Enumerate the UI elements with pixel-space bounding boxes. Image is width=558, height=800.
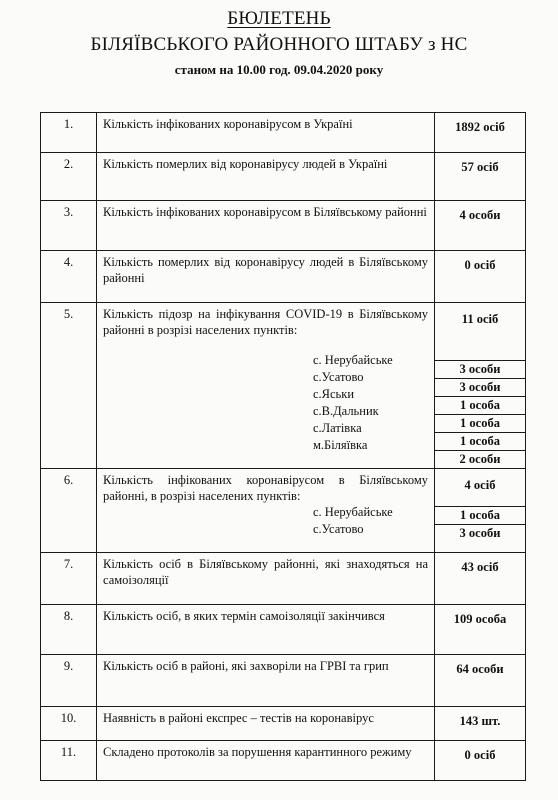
row-number: 9. (41, 655, 97, 707)
table-row (41, 153, 526, 201)
settlement-value: 1 особа (435, 432, 525, 450)
settlement-name: с. Нерубайське (313, 353, 393, 367)
bulletin-header (0, 6, 558, 78)
row-value: 11 осіб (461, 312, 499, 326)
table-row (41, 605, 526, 655)
bulletin-date: станом на 10.00 год. 09.04.2020 року (174, 62, 384, 77)
row-value: 43 осіб (435, 553, 526, 605)
row-description-text: Кількість інфікованих коронавірусом в Біляївському районні, в розрізі населених пунктів: (103, 473, 428, 503)
row-number: 7. (41, 553, 97, 605)
row-value: 109 особа (435, 605, 526, 655)
row-number: 4. (41, 251, 97, 303)
table-row (41, 553, 526, 605)
row-value: 0 осіб (435, 741, 526, 781)
row-description-text: Кількість осіб, в яких термін самоізоляції закінчився (103, 609, 385, 623)
row-description-text: Кількість осіб в Біляївському районні, які знаходяться на самоізоляції (103, 557, 428, 587)
value-spacer (435, 495, 525, 506)
row-description-text: Кількість померлих від коронавірусу людей в Україні (103, 157, 388, 171)
settlement-name: м.Біляївка (313, 438, 368, 452)
row-description-text: Кількість осіб в районі, які захворіли на ГРВІ та грип (103, 659, 389, 673)
table-row (41, 707, 526, 741)
bulletin-table (40, 112, 526, 781)
table-row (41, 201, 526, 251)
row-description-text: Кількість підозр на інфікування COVID-19 в Біляївському районні в розрізі населених пунктів: (103, 307, 428, 337)
row-number: 11. (41, 741, 97, 781)
table-row (41, 251, 526, 303)
row-value: 64 особи (435, 655, 526, 707)
row-number: 1. (41, 113, 97, 153)
row-description-text: Наявність в районі експрес – тестів на коронавірус (103, 711, 374, 725)
table-row (41, 469, 526, 553)
bulletin-title-line2: БІЛЯЇВСЬКОГО РАЙОННОГО ШТАБУ з НС (90, 34, 468, 55)
row-description (97, 113, 435, 153)
settlement-list (103, 352, 428, 454)
row-description-text: Кількість інфікованих коронавірусом в Біляївському районні (103, 205, 427, 219)
row-value-group (435, 469, 526, 553)
settlement-value: 2 особи (435, 450, 525, 468)
bulletin-title-line1: БЮЛЕТЕНЬ (227, 8, 331, 29)
settlement-name: с.В.Дальник (313, 404, 379, 418)
settlement-value: 3 особи (435, 378, 525, 396)
row-description (97, 201, 435, 251)
row-number: 8. (41, 605, 97, 655)
table-row (41, 303, 526, 469)
settlement-value: 1 особа (435, 414, 525, 432)
row-description (97, 303, 435, 469)
settlement-value: 1 особа (435, 396, 525, 414)
table-row (41, 741, 526, 781)
table-row (41, 655, 526, 707)
row-description (97, 707, 435, 741)
row-value: 1892 осіб (435, 113, 526, 153)
settlement-list (103, 504, 428, 538)
row-number: 3. (41, 201, 97, 251)
row-description (97, 741, 435, 781)
row-description (97, 655, 435, 707)
value-spacer (435, 329, 525, 360)
settlement-name: с.Яськи (313, 387, 355, 401)
row-description (97, 153, 435, 201)
row-description-text: Складено протоколів за порушення карантинного режиму (103, 745, 412, 759)
row-value: 4 особи (435, 201, 526, 251)
settlement-value: 3 особи (435, 524, 525, 542)
settlement-name: с.Усатово (313, 522, 364, 536)
row-number: 5. (41, 303, 97, 469)
row-number: 10. (41, 707, 97, 741)
row-value: 143 шт. (435, 707, 526, 741)
row-value: 57 осіб (435, 153, 526, 201)
settlement-name: с. Нерубайське (313, 505, 393, 519)
settlement-name: с.Латівка (313, 421, 362, 435)
row-description (97, 553, 435, 605)
settlement-value: 3 особи (435, 360, 525, 378)
row-description (97, 469, 435, 553)
row-number: 2. (41, 153, 97, 201)
row-description-text: Кількість померлих від коронавірусу людей в Біляївському районні (103, 255, 428, 285)
settlement-name: с.Усатово (313, 370, 364, 384)
row-value: 4 осіб (464, 478, 496, 492)
table-row (41, 113, 526, 153)
row-description (97, 605, 435, 655)
settlement-value: 1 особа (435, 506, 525, 524)
row-description-text: Кількість інфікованих коронавірусом в Україні (103, 117, 353, 131)
row-number: 6. (41, 469, 97, 553)
row-value: 0 осіб (435, 251, 526, 303)
row-description (97, 251, 435, 303)
row-value-group (435, 303, 526, 469)
